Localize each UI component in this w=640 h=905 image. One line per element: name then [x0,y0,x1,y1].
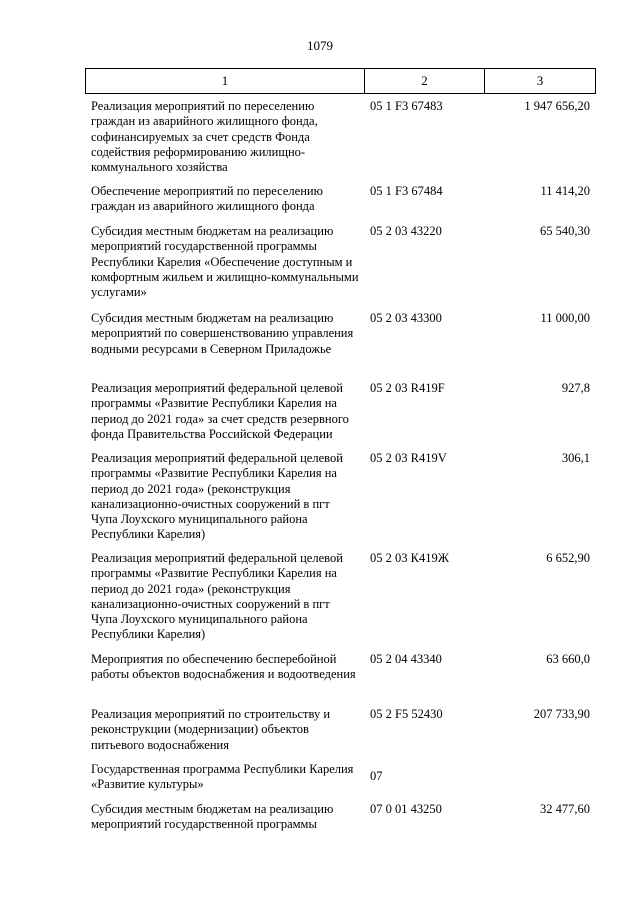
header-col-1: 1 [86,69,365,93]
row-code: 05 1 F3 67483 [370,99,443,113]
row-code: 05 2 F5 52430 [370,707,443,721]
row-amount: 1 947 656,20 [524,99,590,113]
row-name: Субсидия местным бюджетам на реализацию мероприятий по совершенствованию управления водными ресурсами в Северном Приладожье [91,311,354,356]
row-name: Обеспечение мероприятий по переселению граждан из аварийного жилищного фонда [91,184,323,214]
row-code: 05 2 03 43220 [370,224,442,238]
row-amount: 63 660,0 [546,652,590,666]
row-code: 05 2 04 43340 [370,652,442,666]
row-amount: 6 652,90 [546,551,590,565]
row-name: Реализация мероприятий федеральной целевой программы «Развитие Республики Карелия на период до 2021 года» (реконструкция канализационно-очистных сооружений в пгт Чупа Лоухского муниципального района Республики Карелия) [91,451,343,542]
row-amount: 306,1 [561,451,590,465]
row-name: Реализация мероприятий по строительству и реконструкции (модернизации) объектов питьевого водоснабжения [91,707,331,752]
row-code: 05 2 03 К419Ж [370,551,449,565]
row-name: Реализация мероприятий федеральной целевой программы «Развитие Республики Карелия на период до 2021 года» за счет средств резервного фонда Правительства Российской Федерации [91,381,349,441]
row-amount: 32 477,60 [540,802,590,816]
page-number: 1079 [307,38,333,53]
row-amount: 11 414,20 [540,184,590,198]
row-amount: 65 540,30 [540,224,590,238]
row-code: 07 0 01 43250 [370,802,442,816]
row-name: Реализация мероприятий по переселению граждан из аварийного жилищного фонда, софинансируемых за счет средств Фонда содействия реформированию жилищно-коммунального хозяйства [91,99,318,175]
row-name: Субсидия местным бюджетам на реализацию мероприятий государственной программы Республики Карелия «Обеспечение доступным и комфортным жильем и жилищно-коммунальными услугами» [91,224,359,300]
table-header [85,68,596,94]
row-code: 07 [370,769,383,783]
row-amount: 207 733,90 [533,707,590,721]
row-name: Государственная программа Республики Карелия «Развитие культуры» [91,762,354,792]
row-code: 05 1 F3 67484 [370,184,443,198]
row-name: Субсидия местным бюджетам на реализацию мероприятий государственной программы [91,802,334,832]
budget-table [85,68,596,832]
row-code: 05 2 03 R419V [370,451,447,465]
row-code: 05 2 03 R419F [370,381,445,395]
row-amount: 927,8 [561,381,590,395]
row-code: 05 2 03 43300 [370,311,442,325]
header-col-3: 3 [536,73,544,88]
row-amount: 11 000,00 [540,311,590,325]
header-col-2: 2 [365,69,485,93]
row-name: Реализация мероприятий федеральной целевой программы «Развитие Республики Карелия на период до 2021 года» (реконструкция канализационно-очистных сооружений в пгт Чупа Лоухского муниципального района Республики Карелия) [91,551,343,642]
row-name: Мероприятия по обеспечению бесперебойной работы объектов водоснабжения и водоотведения [91,652,356,682]
